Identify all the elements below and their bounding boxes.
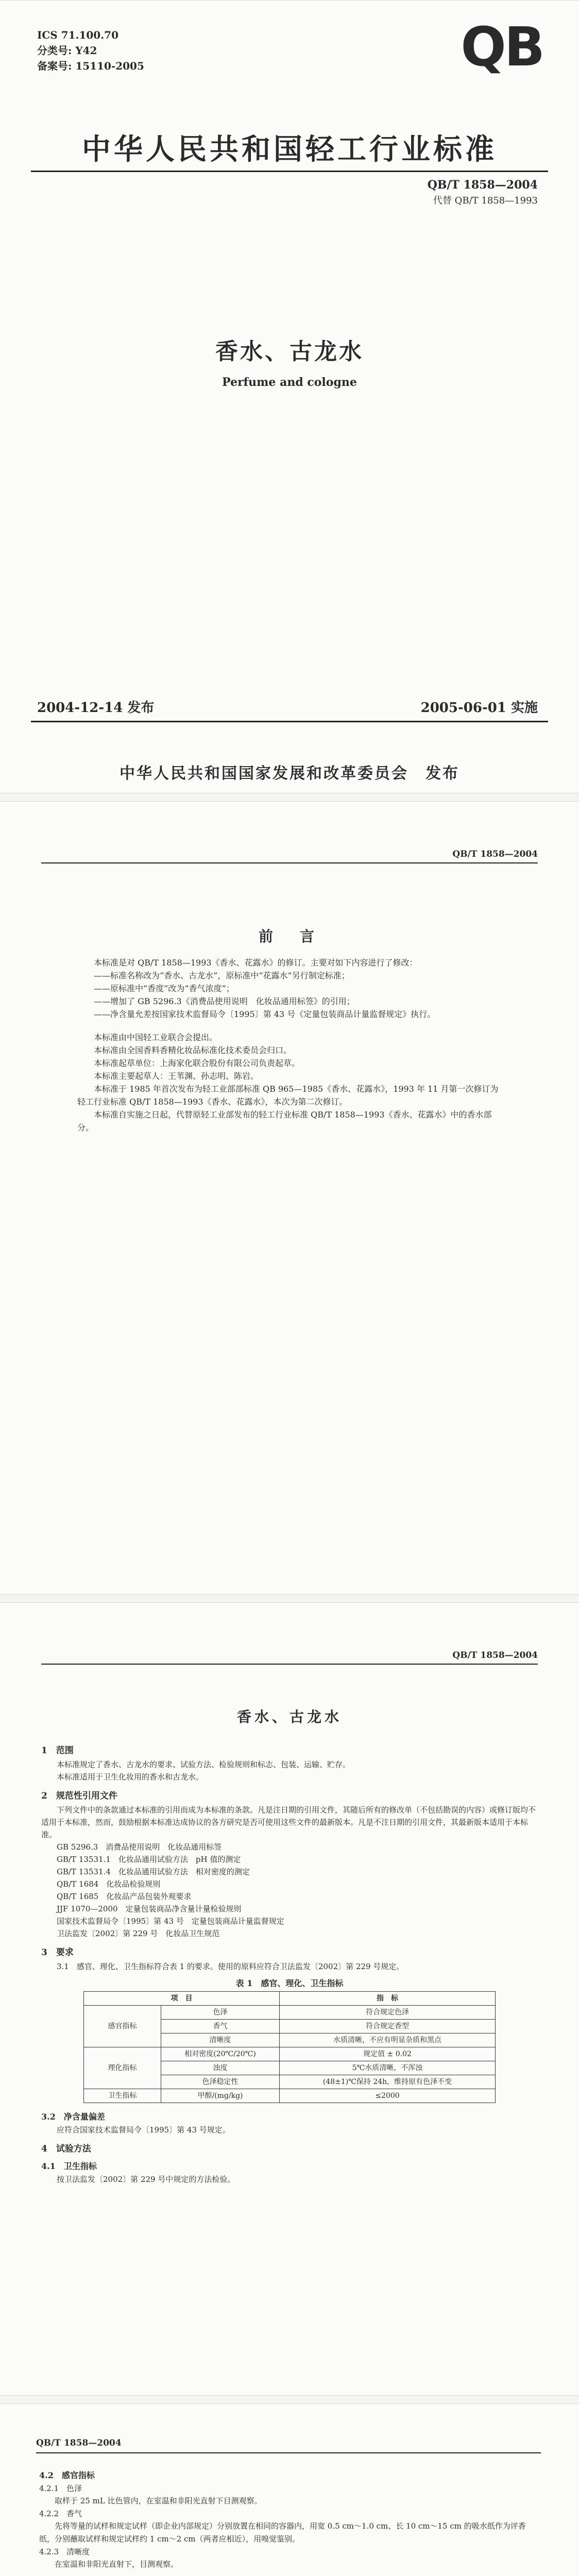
foreword-body xyxy=(77,956,505,1134)
issue-date: 2004-12-14 发布 xyxy=(37,700,155,716)
category-code: 分类号: Y42 xyxy=(37,44,97,57)
table-item-cell: 色泽 xyxy=(161,2006,280,2020)
table-header-row xyxy=(84,1992,496,2006)
scope-paragraph: 本标准规定了香水、古龙水的要求、试验方法、检验规则和标志、包装、运输、贮存。 xyxy=(57,1760,351,1769)
paragraph: 在室温和非阳光直射下，目测观察。 xyxy=(55,2560,179,2569)
document-title: 香水、古龙水 xyxy=(215,338,364,365)
foreword-list-item: ——标准名称改为“香水、古龙水”，原标准中“花露水”另行制定标准； xyxy=(94,971,350,980)
issuing-authority: 中华人民共和国国家发展和改革委员会 发布 xyxy=(120,765,459,783)
table-row xyxy=(84,2089,496,2103)
foreword-paragraph: 本标准主要起草人：王苇渊、孙志明、陈岩。 xyxy=(94,1071,259,1081)
table-value-cell: 水质清晰，不应有明显杂质和黑点 xyxy=(280,2033,496,2047)
foreword-list-item: ——净含量允差按国家技术监督局令〔1995〕第 43 号《定量包装商品计量监督规定》执行。 xyxy=(94,1009,436,1019)
table-group-cell: 感官指标 xyxy=(84,2006,161,2047)
table-caption: 表 1 感官、理化、卫生指标 xyxy=(235,1978,344,1988)
cover-classification xyxy=(37,27,144,74)
replaces-standard: 代替 QB/T 1858—1993 xyxy=(433,195,538,206)
table-item-cell: 清晰度 xyxy=(161,2033,280,2047)
table-item-cell: 甲醇/(mg/kg) xyxy=(161,2089,280,2103)
reference-item: 国家技术监督局令〔1995〕第 43 号 定量包装商品计量监督规定 xyxy=(57,1917,284,1926)
reference-item: GB/T 13531.4 化妆品通用试验方法 相对密度的测定 xyxy=(57,1867,250,1876)
cover-page xyxy=(0,0,579,793)
page-header: QB/T 1858—2004 xyxy=(452,849,538,859)
foreword-title: 前 言 xyxy=(258,928,320,945)
section-1-heading: 1 范围 xyxy=(41,1745,74,1756)
table-row xyxy=(84,2006,496,2020)
reference-item: QB/T 1685 化妆品产品包装外观要求 xyxy=(57,1892,192,1901)
header-rule xyxy=(41,862,538,863)
header-rule xyxy=(36,2452,541,2453)
test-methods-content xyxy=(39,2466,540,2576)
standard-number: QB/T 1858—2004 xyxy=(427,178,538,192)
foreword-page xyxy=(0,801,579,1595)
table-value-cell: 规定值 ± 0.02 xyxy=(280,2047,496,2061)
section-3-2-heading: 3.2 净含量偏差 xyxy=(41,2112,105,2122)
references-intro: 下列文件中的条款通过本标准的引用而成为本标准的条款。凡是注日期的引用文件，其随后所有的修改单（不包括勘误的内容）或修订版均不适用于本标准，然而，鼓励根据本标准达成协议的各方研究是否可使用这些文件的最新版本。凡是不注日期的引用文件，其最新版本适用于本标准。 xyxy=(41,1805,536,1839)
industry-standard-title: 中华人民共和国轻工行业标准 xyxy=(82,132,497,166)
section-4-heading: 4 试验方法 xyxy=(41,2144,91,2154)
reference-item: JJF 1070—2000 定量包装商品净含量计量检验规则 xyxy=(57,1904,242,1913)
foreword-list-item: ——增加了 GB 5296.3《消费品使用说明 化妆品通用标签》的引用； xyxy=(94,996,355,1006)
table-header-cell: 指 标 xyxy=(280,1992,496,2006)
foreword-paragraph: 本标准于 1985 年首次发布为轻工业部部标准 QB 965—1985《香水、花露水》，1993 年 11 月第一次修订为轻工行业标准 QB/T 1858—1993《香水、花露水》，本次为第二次修订。 xyxy=(77,1084,499,1107)
foreword-list-item: ——原标准中“香度”改为“香气浓度”； xyxy=(94,984,234,993)
implementation-date: 2005-06-01 实施 xyxy=(420,700,538,716)
body-content xyxy=(41,1738,538,2185)
foreword-paragraph: 本标准由中国轻工业联合会提出。 xyxy=(94,1032,218,1042)
requirements-paragraph: 3.1 感官、理化、卫生指标符合表 1 的要求。使用的原料应符合卫法监发〔2002〕第 229 号规定。 xyxy=(57,1962,404,1971)
reference-item: 卫法监发〔2002〕第 229 号 化妆品卫生规范 xyxy=(57,1929,220,1938)
table-item-cell: 相对密度(20℃/20℃) xyxy=(161,2047,280,2061)
net-content-paragraph: 应符合国家技术监督局令〔1995〕第 43 号规定。 xyxy=(57,2125,230,2134)
table-row xyxy=(84,2047,496,2061)
table-group-cell: 卫生指标 xyxy=(84,2089,161,2103)
bottom-rule xyxy=(31,721,548,722)
table-value-cell: 5℃水质清晰，不浑浊 xyxy=(280,2061,496,2075)
paragraph: 先将等量的试样和规定试样（即企业内部规定）分别放置在相同的容器内，用宽 0.5 cm～1.0 cm、长 10 cm～15 cm 的吸水纸作为评香纸，分别蘸取试样和规定试样约 1 cm～2 cm（两者应相近），用嗅觉鉴别。 xyxy=(39,2521,526,2544)
page-header: QB/T 1858—2004 xyxy=(36,2438,122,2448)
indicators-table xyxy=(83,1991,496,2103)
table-value-cell: (48±1)℃保持 24h，维持原有色泽不变 xyxy=(280,2075,496,2089)
table-group-cell: 理化指标 xyxy=(84,2047,161,2089)
section-3-heading: 3 要求 xyxy=(41,1947,74,1958)
ics-code: ICS 71.100.70 xyxy=(37,29,119,41)
table-value-cell: ≤2000 xyxy=(280,2089,496,2103)
foreword-paragraph: 本标准起草单位：上海家化联合股份有限公司负责起草。 xyxy=(94,1058,300,1068)
top-rule xyxy=(31,171,548,172)
scope-paragraph: 本标准适用于卫生化妆用的香水和古龙水。 xyxy=(57,1772,204,1782)
table-item-cell: 浊度 xyxy=(161,2061,280,2075)
foreword-paragraph: 本标准是对 QB/T 1858—1993《香水、花露水》的修订。主要对如下内容进行了修改： xyxy=(94,958,418,968)
table-item-cell: 香气 xyxy=(161,2020,280,2033)
section-heading: 4.2.3 清晰度 xyxy=(39,2547,90,2556)
body-page xyxy=(0,1602,579,2396)
section-heading: 4.2 感官指标 xyxy=(39,2470,95,2480)
header-rule xyxy=(41,1664,538,1665)
qb-logo: QB xyxy=(461,15,543,78)
section-heading: 4.2.1 色泽 xyxy=(39,2484,82,2493)
reference-item: QB/T 1684 化妆品检验规则 xyxy=(57,1879,161,1889)
body-title: 香水、古龙水 xyxy=(236,1708,342,1725)
paragraph: 取样于 25 mL 比色管内，在室温和非阳光直射下目测观察。 xyxy=(55,2496,262,2505)
section-heading: 4.2.2 香气 xyxy=(39,2509,82,2518)
table-value-cell: 符合规定香型 xyxy=(280,2020,496,2033)
section-4-1-heading: 4.1 卫生指标 xyxy=(41,2161,97,2171)
table-header-cell: 项 目 xyxy=(84,1992,280,2006)
page-header: QB/T 1858—2004 xyxy=(452,1650,538,1660)
hygiene-test-paragraph: 按卫法监发〔2002〕第 229 号中规定的方法检验。 xyxy=(57,2175,235,2184)
foreword-paragraph: 本标准自实施之日起，代替原轻工业部发布的轻工行业标准 QB/T 1858—1993《香水、花露水》中的香水部分。 xyxy=(77,1110,492,1132)
section-heading xyxy=(39,2574,540,2576)
foreword-paragraph: 本标准由全国香料香精化妆品标准化技术委员会归口。 xyxy=(94,1045,292,1055)
reference-item: GB/T 13531.1 化妆品通用试验方法 pH 值的测定 xyxy=(57,1855,241,1864)
table-value-cell: 符合规定色泽 xyxy=(280,2006,496,2020)
section-2-heading: 2 规范性引用文件 xyxy=(41,1791,117,1801)
filing-number: 备案号: 15110-2005 xyxy=(37,60,144,72)
reference-item: GB 5296.3 消费品使用说明 化妆品通用标签 xyxy=(57,1842,222,1852)
table-item-cell: 色泽稳定性 xyxy=(161,2075,280,2089)
test-methods-page xyxy=(0,2403,579,2576)
document-title-english: Perfume and cologne xyxy=(222,376,357,389)
